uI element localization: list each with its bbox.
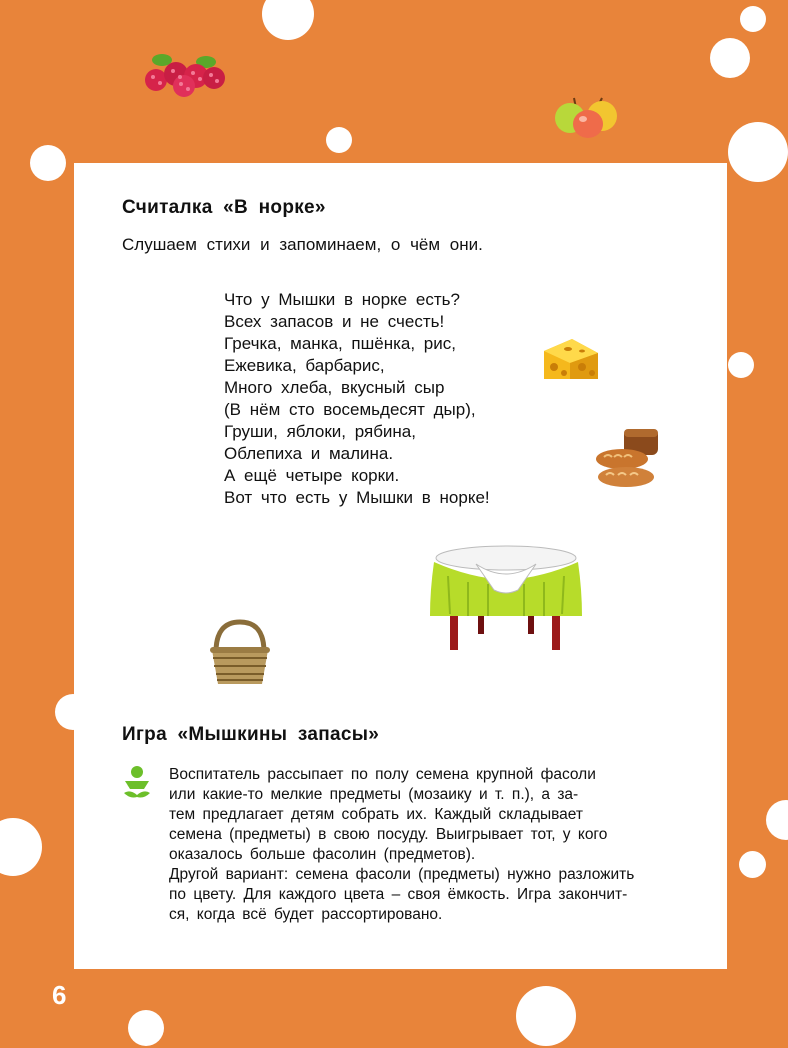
game-text-line: по цвету. Для каждого цвета – своя ёмкость. Игра закончит- [169,886,628,903]
decor-dot [739,851,766,878]
apples-icon [552,94,622,140]
page-number: 6 [52,980,67,1010]
decor-dot [766,800,788,840]
decor-dot [0,818,42,876]
basket-icon [208,618,272,688]
decor-dot [30,145,66,181]
game-text-line: Воспитатель рассыпает по полу семена крупной фасоли [169,766,596,783]
bread-icon [594,425,664,491]
table-icon [428,544,584,654]
game-description [169,765,679,925]
game-text-line: ся, когда всё будет рассортировано. [169,906,443,923]
content-card [74,163,727,969]
child-icon [122,765,152,801]
poem-line: Что у Мышки в норке есть? [224,290,460,309]
game-text-line: или какие-то мелкие предметы (мозаику и т. п.), а за- [169,786,579,803]
cheese-icon [542,337,600,383]
game-title: Игра «Мышкины запасы» [122,724,380,745]
poem-line: Груши, яблоки, рябина, [224,422,416,441]
poem-line: Облепиха и малина. [224,444,394,463]
game-text-line: Другой вариант: семена фасоли (предметы) нужно разложить [169,866,635,883]
poem [224,289,490,509]
raspberry-icon [140,50,230,100]
decor-dot [728,352,754,378]
decor-dot [740,6,766,32]
decor-dot [728,122,788,182]
decor-dot [516,986,576,1046]
poem-line: Ежевика, барбарис, [224,356,385,375]
poem-line: А ещё четыре корки. [224,466,400,485]
decor-dot [710,38,750,78]
poem-line: Вот что есть у Мышки в норке! [224,488,490,507]
poem-title: Считалка «В норке» [122,197,326,218]
decor-dot [262,0,314,40]
poem-line: Много хлеба, вкусный сыр [224,378,445,397]
poem-intro: Слушаем стихи и запоминаем, о чём они. [122,235,483,254]
game-text-line: тем предлагает детям собрать их. Каждый складывает [169,806,583,823]
game-text-line: семена (предметы) в свою посуду. Выигрывает тот, у кого [169,826,608,843]
poem-line: Гречка, манка, пшёнка, рис, [224,334,456,353]
poem-line: Всех запасов и не счесть! [224,312,445,331]
game-text-line: оказалось больше фасолин (предметов). [169,846,476,863]
decor-dot [128,1010,164,1046]
poem-line: (В нём сто восемьдесят дыр), [224,400,476,419]
decor-dot [326,127,352,153]
